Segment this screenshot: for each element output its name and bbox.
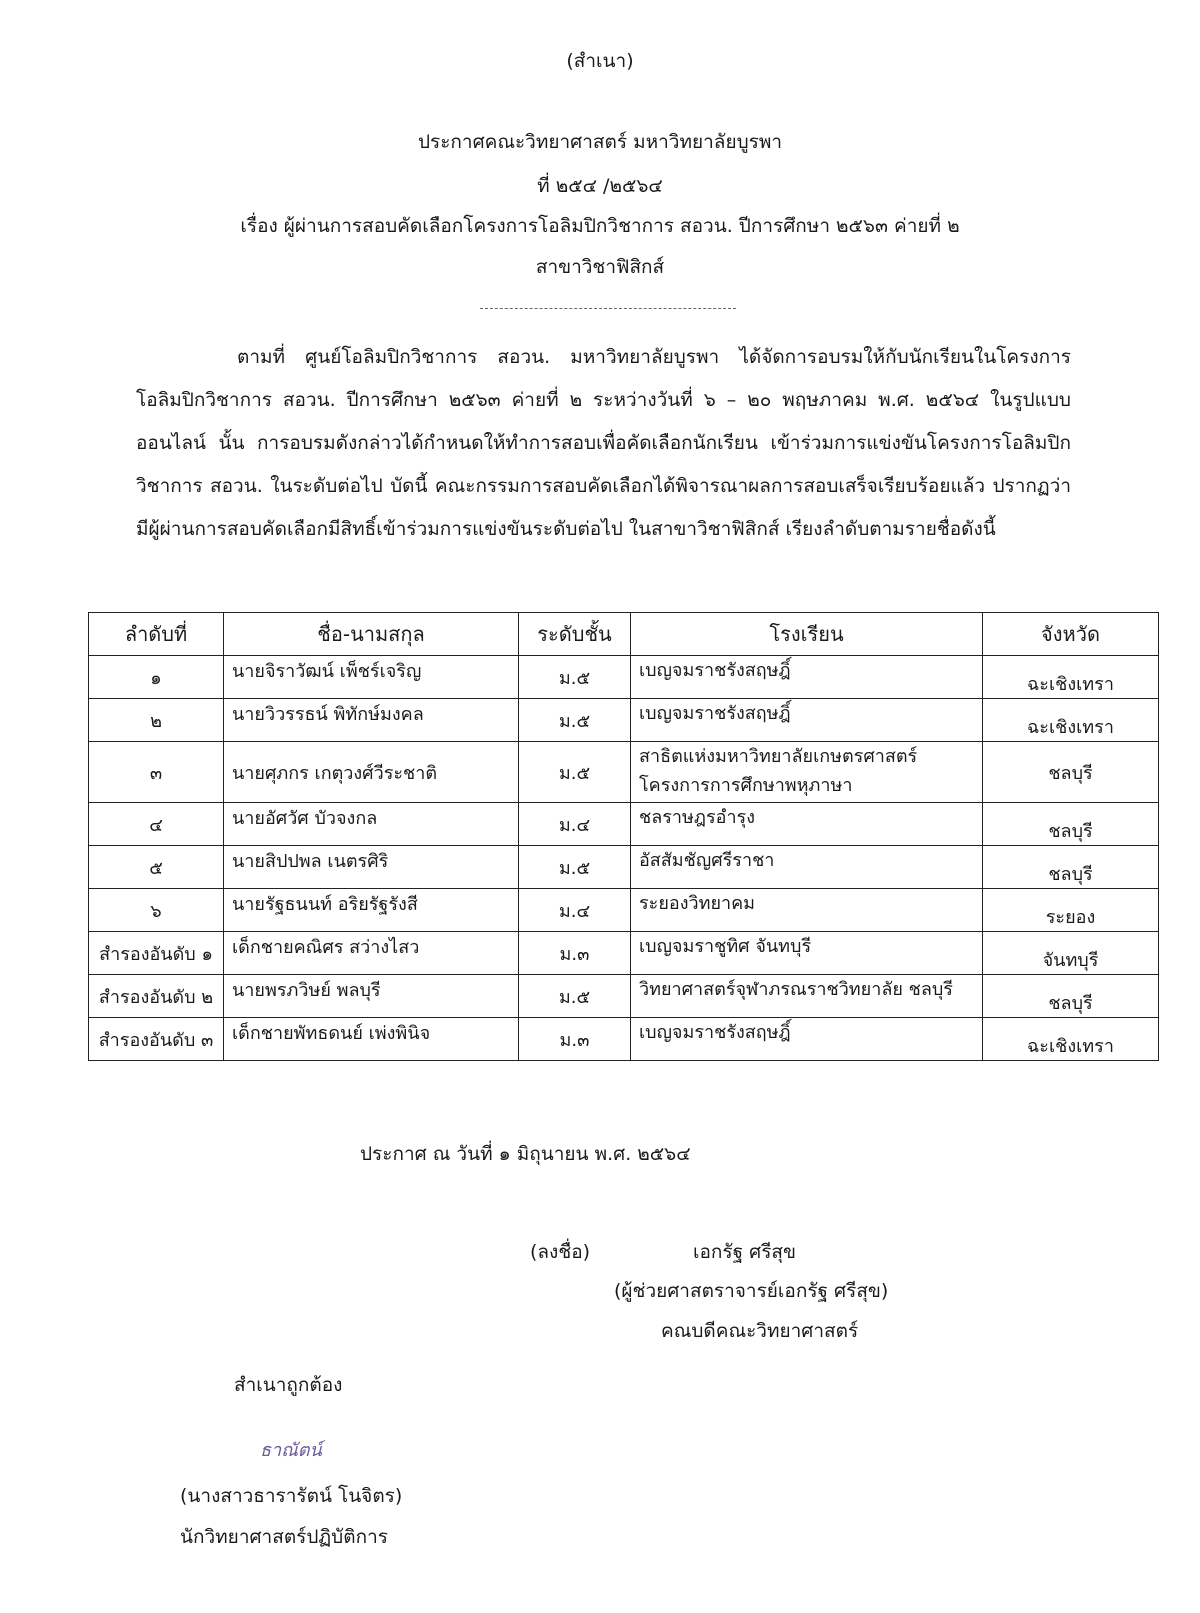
announcement-subject: เรื่อง ผู้ผ่านการสอบคัดเลือกโครงการโอลิมปิกวิชาการ สอวน. ปีการศึกษา ๒๕๖๓ ค่ายที่ ๒ (240, 215, 960, 237)
table-row (89, 1018, 1159, 1061)
table-row (89, 742, 1159, 803)
cell-school: เบญจมราชรังสฤษฎิ์ (631, 1018, 983, 1061)
officer-position: นักวิทยาศาสตร์ปฏิบัติการ (180, 1526, 388, 1548)
cell-school: ระยองวิทยาคม (631, 889, 983, 932)
cell-level: ม.๔ (519, 803, 631, 846)
cell-province: ฉะเชิงเทรา (983, 656, 1159, 699)
signatory-position: คณบดีคณะวิทยาศาสตร์ (661, 1320, 859, 1342)
cell-rank: สำรองอันดับ ๒ (89, 975, 224, 1018)
cell-name: นายอัศวัศ บัวจงกล (224, 803, 519, 846)
announcement-date: ประกาศ ณ วันที่ ๑ มิถุนายน พ.ศ. ๒๕๖๔ (360, 1143, 691, 1165)
header-name: ชื่อ-นามสกุล (224, 613, 519, 656)
cell-name: เด็กชายคณิศร สว่างไสว (224, 932, 519, 975)
cell-school: ชลราษฎรอำรุง (631, 803, 983, 846)
announcement-field: สาขาวิชาฟิสิกส์ (535, 256, 665, 278)
table-row (89, 932, 1159, 975)
table-row (89, 699, 1159, 742)
cell-province: ชลบุรี (983, 975, 1159, 1018)
table-row (89, 975, 1159, 1018)
cell-rank: ๔ (89, 803, 224, 846)
officer-name: (นางสาวธารารัตน์ โนจิตร) (180, 1485, 403, 1507)
header-school: โรงเรียน (631, 613, 983, 656)
cell-rank: สำรองอันดับ ๑ (89, 932, 224, 975)
announcement-number: ที่ ๒๕๔ /๒๕๖๔ (537, 175, 663, 197)
copy-mark: (สำเนา) (566, 50, 634, 72)
cell-province: ระยอง (983, 889, 1159, 932)
cell-rank: สำรองอันดับ ๓ (89, 1018, 224, 1061)
announcement-title: ประกาศคณะวิทยาศาสตร์ มหาวิทยาลัยบูรพา (417, 131, 783, 153)
cell-level: ม.๕ (519, 699, 631, 742)
signatory-full-name: (ผู้ช่วยศาสตราจารย์เอกรัฐ ศรีสุข) (614, 1280, 889, 1302)
header-rank: ลำดับที่ (89, 613, 224, 656)
cell-name: นายจิราวัฒน์ เพ็ชร์เจริญ (224, 656, 519, 699)
cell-province: ชลบุรี (983, 803, 1159, 846)
results-table (88, 612, 1159, 1061)
cell-school: เบญจมราชรังสฤษฎิ์ (631, 656, 983, 699)
cell-province: ฉะเชิงเทรา (983, 1018, 1159, 1061)
cell-level: ม.๔ (519, 889, 631, 932)
cell-level: ม.๕ (519, 846, 631, 889)
table-row (89, 803, 1159, 846)
table-row (89, 846, 1159, 889)
header-province: จังหวัด (983, 613, 1159, 656)
cell-rank: ๖ (89, 889, 224, 932)
officer-signature: ธาณัตน์ (260, 1440, 322, 1461)
cell-rank: ๑ (89, 656, 224, 699)
table-row (89, 889, 1159, 932)
cell-level: ม.๓ (519, 1018, 631, 1061)
table-row (89, 656, 1159, 699)
cell-school: เบญจมราชูทิศ จันทบุรี (631, 932, 983, 975)
signatory-name: เอกรัฐ ศรีสุข (693, 1241, 796, 1263)
cell-name: นายสิปปพล เนตรศิริ (224, 846, 519, 889)
cell-name: นายวิวรรธน์ พิทักษ์มงคล (224, 699, 519, 742)
table-header-row (89, 613, 1159, 656)
cell-level: ม.๓ (519, 932, 631, 975)
cell-school: วิทยาศาสตร์จุฬาภรณราชวิทยาลัย ชลบุรี (631, 975, 983, 1018)
cell-rank: ๒ (89, 699, 224, 742)
signature-label: (ลงชื่อ) (530, 1241, 591, 1263)
cell-level: ม.๕ (519, 975, 631, 1018)
cell-school: สาธิตแห่งมหาวิทยาลัยเกษตรศาสตร์ โครงการการศึกษาพหุภาษา (631, 742, 983, 803)
cell-province: ชลบุรี (983, 742, 1159, 803)
title-divider (480, 308, 736, 309)
cell-name: นายพรภวิษย์ พลบุรี (224, 975, 519, 1018)
header-level: ระดับชั้น (519, 613, 631, 656)
cell-rank: ๓ (89, 742, 224, 803)
certified-copy-label: สำเนาถูกต้อง (234, 1374, 343, 1396)
cell-province: จันทบุรี (983, 932, 1159, 975)
cell-level: ม.๕ (519, 742, 631, 803)
cell-level: ม.๕ (519, 656, 631, 699)
cell-rank: ๕ (89, 846, 224, 889)
cell-province: ฉะเชิงเทรา (983, 699, 1159, 742)
cell-name: นายรัฐธนนท์ อริยรัฐรังสี (224, 889, 519, 932)
cell-name: เด็กชายพัทธดนย์ เพ่งพินิจ (224, 1018, 519, 1061)
cell-school: อัสสัมชัญศรีราชา (631, 846, 983, 889)
cell-province: ชลบุรี (983, 846, 1159, 889)
cell-name: นายศุภกร เกตุวงศ์วีระชาติ (224, 742, 519, 803)
cell-school: เบญจมราชรังสฤษฎิ์ (631, 699, 983, 742)
body-paragraph: ตามที่ ศูนย์โอลิมปิกวิชาการ สอวน. มหาวิทยาลัยบูรพา ได้จัดการอบรมให้กับนักเรียนในโครงการโอลิมปิกวิชาการ สอวน. ปีการศึกษา ๒๕๖๓ ค่ายที่ ๒ ระหว่างวันที่ ๖ – ๒๐ พฤษภาคม พ.ศ. ๒๕๖๔ ในรูปแบบออนไลน์ นั้น การอบรมดังกล่าวได้กำหนดให้ทำการสอบเพื่อคัดเลือกนักเรียน เข้าร่วมการแข่งขันโครงการโอลิมปิกวิชาการ สอวน. ในระดับต่อไป บัดนี้ คณะกรรมการสอบคัดเลือกได้พิจารณาผลการสอบเสร็จเรียบร้อยแล้ว ปรากฏว่ามีผู้ผ่านการสอบคัดเลือกมีสิทธิ์เข้าร่วมการแข่งขันระดับต่อไป ในสาขาวิชาฟิสิกส์ เรียงลำดับตามรายชื่อดังนี้ (136, 346, 1071, 540)
